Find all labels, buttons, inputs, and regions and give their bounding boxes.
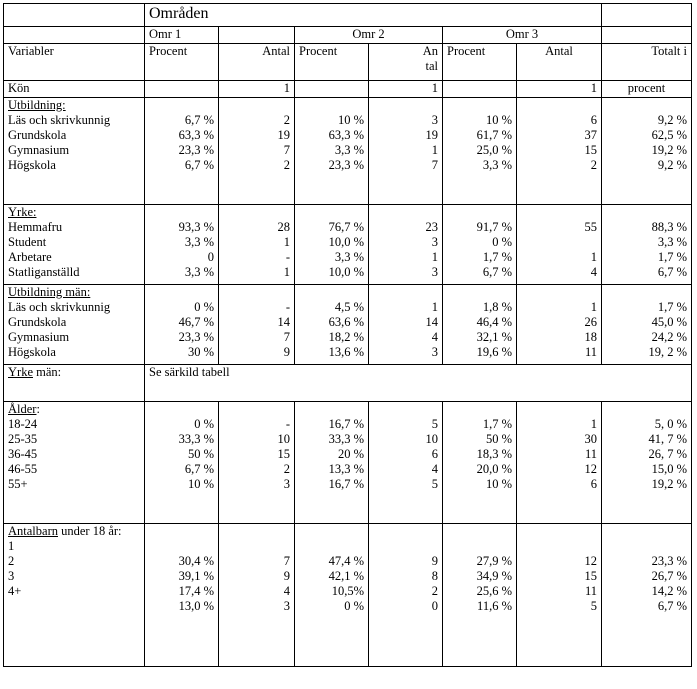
row-label: Grundskola	[8, 128, 67, 142]
section-heading: Antalbarn under 18 år:	[8, 524, 122, 538]
section-utbildning	[4, 98, 692, 205]
antal-3-values: 1 30 11 12 6	[517, 402, 602, 524]
col-header-antal-1: Antal	[219, 44, 295, 81]
row-label: 4+	[8, 584, 22, 598]
antal-3-values: 6 37 15 2	[517, 98, 602, 205]
procent-2-values: 4,5 % 63,6 % 18,2 % 13,6 %	[295, 285, 369, 365]
section-yrke	[4, 205, 692, 285]
row-label: 1	[8, 539, 15, 553]
antal-2-values: 1 14 4 3	[369, 285, 443, 365]
kon-total: procent	[602, 81, 692, 98]
total-values: 1,7 % 45,0 % 24,2 % 19, 2 %	[602, 285, 692, 365]
row-label: Arbetare	[8, 250, 52, 264]
antal-1-values: 28 1 - 1	[219, 205, 295, 285]
row-label: 36-45	[8, 447, 38, 461]
procent-3-values: 1,7 % 50 % 18,3 % 20,0 % 10 %	[443, 402, 517, 524]
section-heading: Utbildning män:	[8, 285, 91, 299]
section-utbildning-man	[4, 285, 692, 365]
row-label: Statliganställd	[8, 265, 80, 279]
area-label-omr1: Omr 1	[145, 27, 219, 44]
procent-2-values: 16,7 % 33,3 % 20 % 13,3 % 16,7 %	[295, 402, 369, 524]
section-alder	[4, 402, 692, 524]
procent-1-values: 0 % 33,3 % 50 % 6,7 % 10 %	[145, 402, 219, 524]
procent-3-values: 91,7 % 0 % 1,7 % 6,7 %	[443, 205, 517, 285]
section-antal-barn	[4, 524, 692, 667]
col-header-procent-2: Procent	[295, 44, 369, 81]
row-label: 18-24	[8, 417, 38, 431]
kon-antal-1: 1	[219, 81, 295, 98]
col-header-antal-3: Antal	[517, 44, 602, 81]
row-label: Högskola	[8, 345, 56, 359]
kon-antal-2: 1	[369, 81, 443, 98]
column-header-row	[4, 44, 692, 81]
yrke-man-note: Se särkild tabell	[145, 365, 692, 402]
procent-1-values: 0 % 46,7 % 23,3 % 30 %	[145, 285, 219, 365]
row-label: Gymnasium	[8, 330, 70, 344]
area-labels-row	[4, 27, 692, 44]
row-label: 55+	[8, 477, 28, 491]
row-label: 3	[8, 569, 15, 583]
area-label-omr3: Omr 3	[443, 27, 602, 44]
row-label: 2	[8, 554, 15, 568]
procent-2-values: 76,7 % 10,0 % 3,3 % 10,0 %	[295, 205, 369, 285]
antal-2-values: 3 19 1 7	[369, 98, 443, 205]
antal-2-values: 5 10 6 4 5	[369, 402, 443, 524]
antal-3-values: 55 1 4	[517, 205, 602, 285]
col-header-procent-3: Procent	[443, 44, 517, 81]
total-values: 88,3 % 3,3 % 1,7 % 6,7 %	[602, 205, 692, 285]
section-labels	[4, 524, 145, 667]
kon-antal-3: 1	[517, 81, 602, 98]
areas-title: Områden	[145, 4, 602, 27]
procent-3-values: 1,8 % 46,4 % 32,1 % 19,6 %	[443, 285, 517, 365]
kon-label: Kön	[4, 81, 145, 98]
antal-3-values: 12 15 11 5	[517, 524, 602, 667]
section-labels	[4, 285, 145, 365]
section-heading: Utbildning:	[8, 98, 66, 112]
procent-3-values: 10 % 61,7 % 25,0 % 3,3 %	[443, 98, 517, 205]
procent-2-values: 47,4 % 42,1 % 10,5% 0 %	[295, 524, 369, 667]
section-labels	[4, 402, 145, 524]
row-label: Högskola	[8, 158, 56, 172]
row-label: Student	[8, 235, 47, 249]
total-values: 5, 0 % 41, 7 % 26, 7 % 15,0 % 19,2 %	[602, 402, 692, 524]
row-label: Gymnasium	[8, 143, 70, 157]
col-header-antal-2: An tal	[369, 44, 443, 81]
procent-3-values: 27,9 % 34,9 % 25,6 % 11,6 %	[443, 524, 517, 667]
antal-2-values: 9 8 2 0	[369, 524, 443, 667]
procent-1-values: 6,7 % 63,3 % 23,3 % 6,7 %	[145, 98, 219, 205]
antal-1-values: - 14 7 9	[219, 285, 295, 365]
col-header-totalt: Totalt i	[602, 44, 692, 81]
row-label: 46-55	[8, 462, 38, 476]
row-label: Läs och skrivkunnig	[8, 113, 111, 127]
section-heading: Yrke:	[8, 205, 37, 219]
procent-1-values: 30,4 % 39,1 % 17,4 % 13,0 %	[145, 524, 219, 667]
statistics-table	[3, 3, 692, 667]
section-labels	[4, 98, 145, 205]
area-label-omr2: Omr 2	[295, 27, 443, 44]
total-values: 9,2 % 62,5 % 19,2 % 9,2 %	[602, 98, 692, 205]
yrke-man-row	[4, 365, 692, 402]
procent-1-values: 93,3 % 3,3 % 0 3,3 %	[145, 205, 219, 285]
yrke-man-label: Yrke män:	[4, 365, 145, 402]
col-header-procent-1: Procent	[145, 44, 219, 81]
row-label: Hemmafru	[8, 220, 63, 234]
row-label: Grundskola	[8, 315, 67, 329]
section-labels	[4, 205, 145, 285]
antal-1-values: 7 9 4 3	[219, 524, 295, 667]
total-values: 23,3 % 26,7 % 14,2 % 6,7 %	[602, 524, 692, 667]
kon-row	[4, 81, 692, 98]
antal-1-values: - 10 15 2 3	[219, 402, 295, 524]
row-label: 25-35	[8, 432, 38, 446]
antal-2-values: 23 3 1 3	[369, 205, 443, 285]
areas-title-row	[4, 4, 692, 27]
section-heading: Ålder:	[8, 402, 40, 416]
statistics-table-container	[3, 3, 692, 667]
row-label: Läs och skrivkunnig	[8, 300, 111, 314]
antal-3-values: 1 26 18 11	[517, 285, 602, 365]
procent-2-values: 10 % 63,3 % 3,3 % 23,3 %	[295, 98, 369, 205]
col-header-variabler: Variabler	[4, 44, 145, 81]
antal-1-values: 2 19 7 2	[219, 98, 295, 205]
